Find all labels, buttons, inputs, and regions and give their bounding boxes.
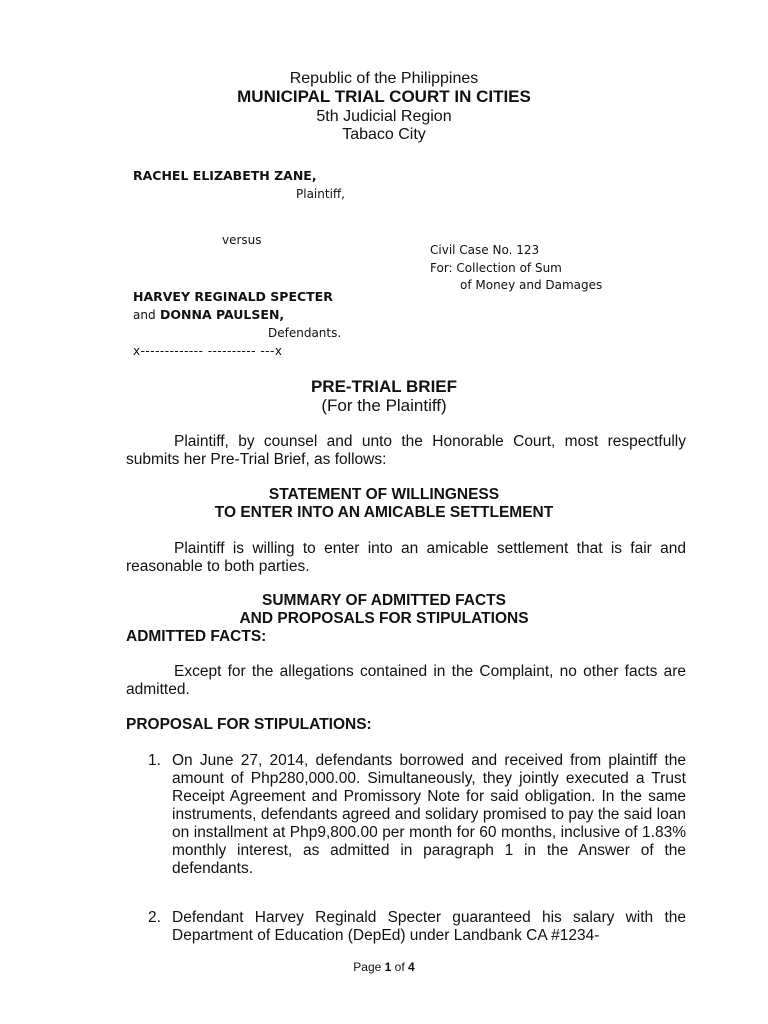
city-name: Tabaco City bbox=[342, 126, 426, 143]
document-subtitle: (For the Plaintiff) bbox=[321, 396, 447, 415]
plaintiff-role: Plaintiff, bbox=[296, 187, 345, 201]
page-current: 1 bbox=[384, 960, 392, 974]
defendant-2-line bbox=[133, 306, 284, 324]
case-nature-line2: of Money and Damages bbox=[460, 278, 603, 292]
section-heading-facts-2: AND PROPOSALS FOR STIPULATIONS bbox=[239, 610, 529, 627]
section-heading-willingness-1: STATEMENT OF WILLINGNESS bbox=[268, 486, 500, 503]
plaintiff-name: RACHEL ELIZABETH ZANE, bbox=[133, 168, 317, 183]
page-indicator: Page 1 of 4 bbox=[353, 960, 415, 974]
intro-paragraph: Plaintiff, by counsel and unto the Honorable Court, most respectfully submits her Pre-Trial Brief, as follows: bbox=[126, 433, 686, 468]
defendant-1: HARVEY REGINALD SPECTER bbox=[133, 289, 333, 304]
admitted-facts-heading: ADMITTED FACTS: bbox=[126, 628, 267, 645]
judicial-region: 5th Judicial Region bbox=[316, 108, 452, 125]
proposal-heading: PROPOSAL FOR STIPULATIONS: bbox=[126, 716, 372, 733]
page-total: 4 bbox=[408, 960, 415, 974]
stipulation-item-1 bbox=[148, 752, 688, 892]
section-heading-facts-1: SUMMARY OF ADMITTED FACTS bbox=[262, 592, 506, 609]
caption-separator: x------------- ---------- ---x bbox=[133, 344, 283, 358]
document-title: PRE-TRIAL BRIEF bbox=[310, 377, 458, 396]
willingness-paragraph: Plaintiff is willing to enter into an amicable settlement that is fair and reasonable to both parties. bbox=[126, 540, 686, 575]
republic-line: Republic of the Philippines bbox=[289, 70, 479, 87]
item-text: On June 27, 2014, defendants borrowed and received from plaintiff the amount of Php280,000.00. Simultaneously, they jointly executed a Trust Receipt Agreement and Promissory Note for said obligation. In the same instruments, defendants agreed and solidary promised to pay the said loan on installment at Php9,800.00 per month for 60 months, inclusive of 1.83% monthly interest, as admitted in paragraph 1 in the Answer of the defendants. bbox=[172, 752, 686, 877]
section-heading-willingness-2: TO ENTER INTO AN AMICABLE SETTLEMENT bbox=[214, 504, 554, 521]
item-number: 1. bbox=[148, 752, 161, 769]
versus-label: versus bbox=[222, 233, 262, 247]
defendant-2: DONNA PAULSEN, bbox=[160, 307, 285, 322]
item-text: Defendant Harvey Reginald Specter guaranteed his salary with the Department of Education (DepEd) under Landbank CA #1234- bbox=[172, 909, 686, 944]
case-nature-line1: For: Collection of Sum bbox=[430, 261, 562, 275]
court-name: MUNICIPAL TRIAL COURT IN CITIES bbox=[237, 87, 531, 106]
item-number: 2. bbox=[148, 909, 161, 926]
defendant-2-prefix: and bbox=[133, 308, 156, 322]
admitted-facts-paragraph: Except for the allegations contained in the Complaint, no other facts are admitted. bbox=[126, 663, 686, 698]
stipulation-item-2 bbox=[148, 909, 688, 949]
defendant-role: Defendants. bbox=[268, 326, 342, 340]
case-number: Civil Case No. 123 bbox=[430, 243, 540, 257]
